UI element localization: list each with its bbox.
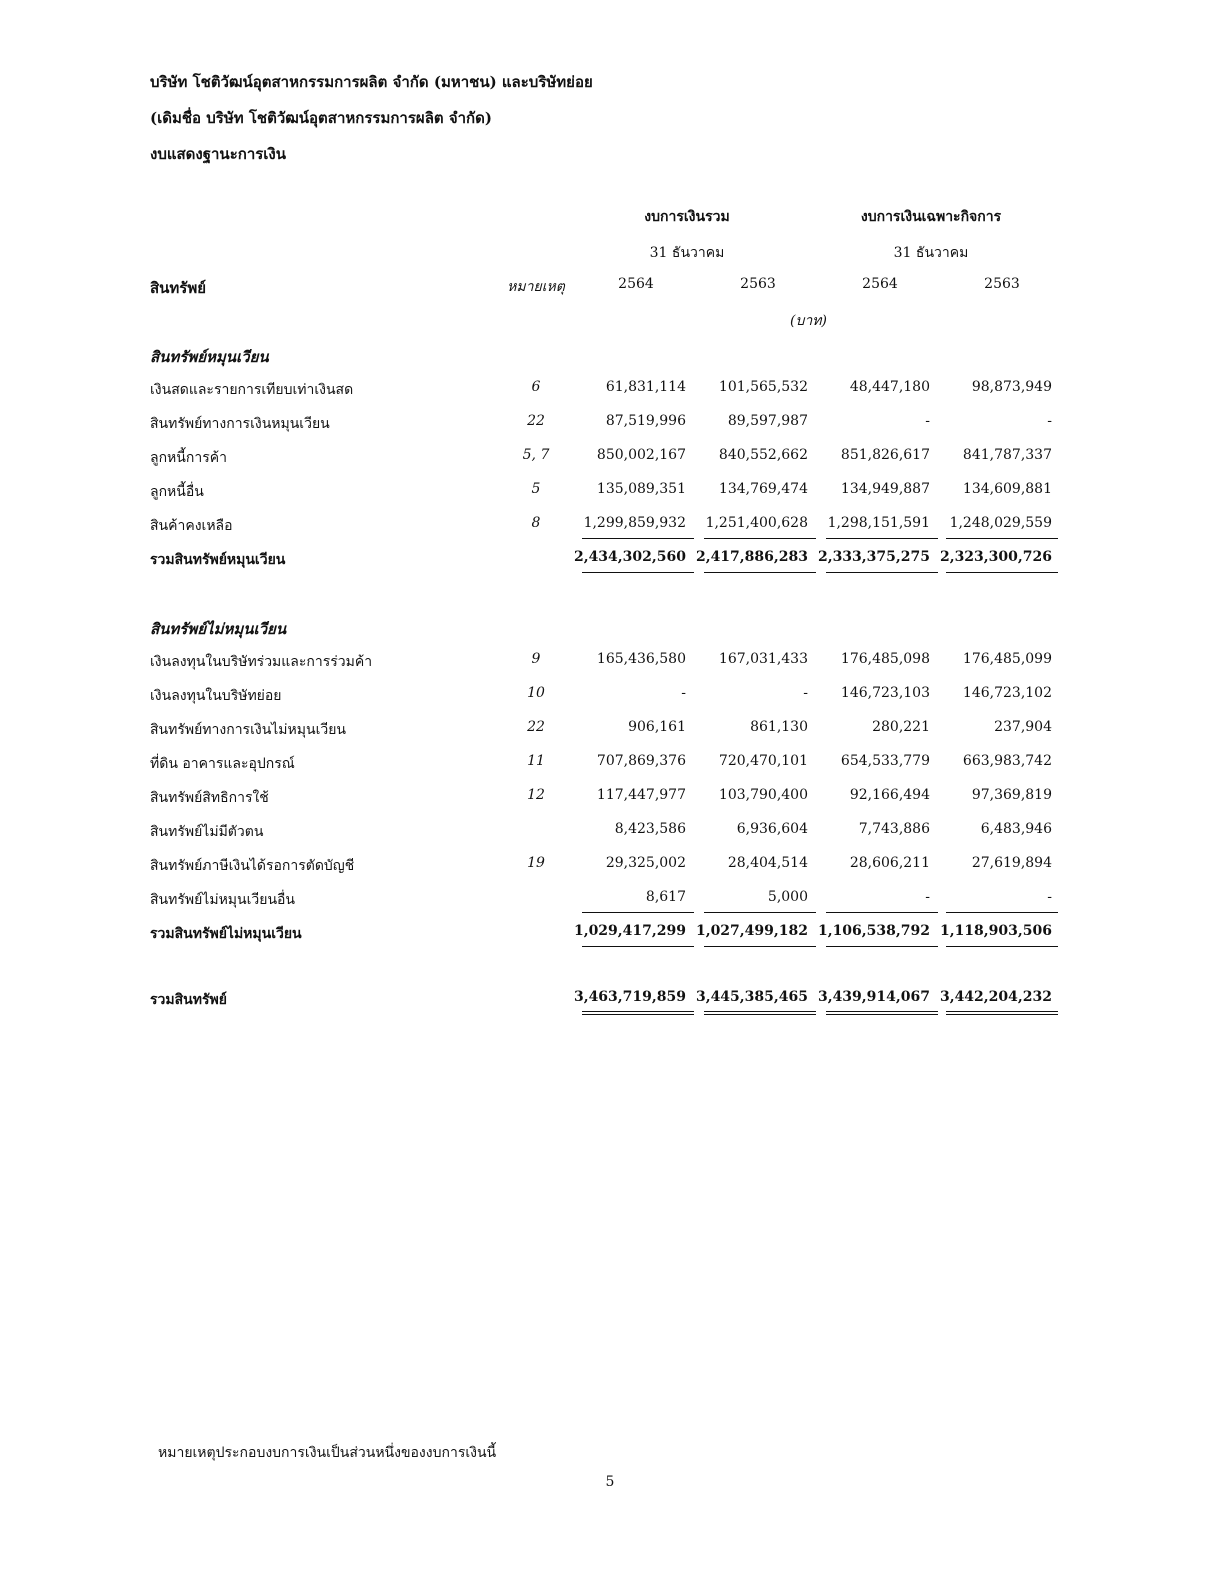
year-col-3: 2564 — [862, 276, 898, 292]
row-label: ลูกหนี้อื่น — [150, 484, 204, 500]
cell-value: 27,619,894 — [971, 855, 1052, 871]
subtotal-rule — [582, 538, 694, 539]
year-col-4: 2563 — [984, 276, 1020, 292]
cell-value: 7,743,886 — [858, 821, 930, 837]
row-label: ที่ดิน อาคารและอุปกรณ์ — [150, 756, 295, 772]
cell-value: 663,983,742 — [962, 753, 1052, 769]
total-rule — [946, 946, 1058, 947]
cell-value: 861,130 — [750, 719, 808, 735]
cell-value: 280,221 — [872, 719, 930, 735]
subtotal-rule — [826, 912, 938, 913]
row-note: 8 — [531, 515, 541, 531]
subtotal-rule — [704, 912, 816, 913]
cell-value: - — [925, 413, 930, 429]
grand-total-value: 3,439,914,067 — [817, 989, 930, 1005]
row-note: 22 — [527, 413, 545, 429]
total-rule — [826, 946, 938, 947]
cell-value: 1,248,029,559 — [949, 515, 1052, 531]
total-rule — [946, 572, 1058, 573]
row-label: เงินลงทุนในบริษัทย่อย — [150, 688, 282, 704]
year-col-1: 2564 — [618, 276, 654, 292]
footer-note: หมายเหตุประกอบงบการเงินเป็นส่วนหนึ่งของงบการเงินนี้ — [158, 1445, 497, 1461]
total-value: 2,434,302,560 — [573, 549, 686, 565]
cell-value: - — [803, 685, 808, 701]
year-col-2: 2563 — [740, 276, 776, 292]
cell-value: - — [681, 685, 686, 701]
subtotal-rule — [946, 912, 1058, 913]
row-label: เงินสดและรายการเทียบเท่าเงินสด — [150, 382, 354, 398]
page-number: 5 — [605, 1474, 615, 1490]
cell-value: 134,609,881 — [962, 481, 1052, 497]
cell-value: 103,790,400 — [718, 787, 808, 803]
cell-value: 48,447,180 — [849, 379, 930, 395]
cell-value: 176,485,099 — [962, 651, 1052, 667]
row-label: สินทรัพย์ภาษีเงินได้รอการตัดบัญชี — [150, 858, 355, 874]
row-note: 5, 7 — [522, 447, 550, 463]
cell-value: 134,949,887 — [840, 481, 930, 497]
double-rule — [582, 1011, 694, 1015]
row-note: 19 — [527, 855, 545, 871]
current-assets-title: สินทรัพย์หมุนเวียน — [150, 348, 269, 366]
cell-value: 28,606,211 — [849, 855, 930, 871]
double-rule — [946, 1011, 1058, 1015]
company-name: บริษัท โชติวัฒน์อุตสาหกรรมการผลิต จำกัด (มหาชน) และบริษัทย่อย — [150, 73, 593, 91]
total-rule — [704, 946, 816, 947]
cell-value: 654,533,779 — [840, 753, 930, 769]
cell-value: - — [925, 889, 930, 905]
cell-value: 6,936,604 — [736, 821, 808, 837]
unit-label: (บาท) — [790, 313, 827, 329]
cell-value: 92,166,494 — [849, 787, 930, 803]
row-label: สินทรัพย์สิทธิการใช้ — [150, 790, 269, 806]
cell-value: 97,369,819 — [971, 787, 1052, 803]
total-value: 1,027,499,182 — [695, 923, 808, 939]
total-value: 2,417,886,283 — [695, 549, 808, 565]
cell-value: 720,470,101 — [718, 753, 808, 769]
cell-value: 1,299,859,932 — [583, 515, 686, 531]
cell-value: 146,723,102 — [962, 685, 1052, 701]
cell-value: 707,869,376 — [596, 753, 686, 769]
grand-total-value: 3,445,385,465 — [695, 989, 808, 1005]
row-note: 10 — [527, 685, 545, 701]
cell-value: - — [1047, 889, 1052, 905]
subtotal-rule — [582, 912, 694, 913]
cell-value: 117,447,977 — [596, 787, 686, 803]
row-note: 22 — [527, 719, 545, 735]
subtotal-rule — [704, 538, 816, 539]
subtotal-rule — [826, 538, 938, 539]
grand-total-label: รวมสินทรัพย์ — [150, 992, 227, 1008]
row-note: 12 — [527, 787, 545, 803]
assets-heading: สินทรัพย์ — [150, 279, 207, 297]
total-rule — [582, 946, 694, 947]
grand-total-value: 3,442,204,232 — [939, 989, 1052, 1005]
row-note: 5 — [531, 481, 541, 497]
total-value: 2,333,375,275 — [817, 549, 930, 565]
row-note: 11 — [527, 753, 545, 769]
cell-value: 167,031,433 — [718, 651, 808, 667]
cell-value: 850,002,167 — [596, 447, 686, 463]
cell-value: 840,552,662 — [718, 447, 808, 463]
row-label: สินค้าคงเหลือ — [150, 518, 233, 534]
cell-value: 28,404,514 — [727, 855, 808, 871]
cell-value: 237,904 — [994, 719, 1052, 735]
cell-value: 1,298,151,591 — [827, 515, 930, 531]
cell-value: 5,000 — [767, 889, 808, 905]
double-rule — [704, 1011, 816, 1015]
consolidated-header: งบการเงินรวม — [644, 209, 730, 225]
row-note: 9 — [531, 651, 541, 667]
separate-header: งบการเงินเฉพาะกิจการ — [860, 209, 1002, 225]
cell-value: 146,723,103 — [840, 685, 930, 701]
note-column-header: หมายเหตุ — [507, 279, 565, 295]
grand-total-value: 3,463,719,859 — [573, 989, 686, 1005]
total-value: 1,118,903,506 — [939, 923, 1052, 939]
total-value: 1,029,417,299 — [573, 923, 686, 939]
cell-value: 98,873,949 — [971, 379, 1052, 395]
cell-value: 906,161 — [628, 719, 686, 735]
cell-value: 61,831,114 — [605, 379, 686, 395]
cell-value: 8,423,586 — [614, 821, 686, 837]
former-name: (เดิมชื่อ บริษัท โชติวัฒน์อุตสาหกรรมการผลิต จำกัด) — [150, 109, 492, 127]
cell-value: 101,565,532 — [718, 379, 808, 395]
cell-value: 841,787,337 — [962, 447, 1052, 463]
cell-value: 851,826,617 — [840, 447, 930, 463]
row-label: สินทรัพย์ทางการเงินหมุนเวียน — [150, 416, 330, 432]
consolidated-date: 31 ธันวาคม — [649, 245, 725, 261]
row-label: สินทรัพย์ทางการเงินไม่หมุนเวียน — [150, 722, 346, 738]
cell-value: 134,769,474 — [718, 481, 808, 497]
row-label: เงินลงทุนในบริษัทร่วมและการร่วมค้า — [150, 654, 373, 670]
total-label: รวมสินทรัพย์ไม่หมุนเวียน — [150, 926, 302, 942]
total-rule — [582, 572, 694, 573]
row-label: สินทรัพย์ไม่มีตัวตน — [150, 824, 264, 840]
cell-value: - — [1047, 413, 1052, 429]
row-label: ลูกหนี้การค้า — [150, 450, 227, 466]
cell-value: 135,089,351 — [596, 481, 686, 497]
cell-value: 8,617 — [645, 889, 686, 905]
subtotal-rule — [946, 538, 1058, 539]
separate-date: 31 ธันวาคม — [893, 245, 969, 261]
total-label: รวมสินทรัพย์หมุนเวียน — [150, 552, 286, 568]
total-value: 2,323,300,726 — [939, 549, 1052, 565]
cell-value: 29,325,002 — [605, 855, 686, 871]
double-rule — [826, 1011, 938, 1015]
total-rule — [826, 572, 938, 573]
total-rule — [704, 572, 816, 573]
cell-value: 6,483,946 — [980, 821, 1052, 837]
noncurrent-assets-title: สินทรัพย์ไม่หมุนเวียน — [150, 620, 287, 638]
row-note: 6 — [531, 379, 541, 395]
cell-value: 176,485,098 — [840, 651, 930, 667]
statement-title: งบแสดงฐานะการเงิน — [150, 145, 287, 163]
row-label: สินทรัพย์ไม่หมุนเวียนอื่น — [150, 892, 295, 908]
total-value: 1,106,538,792 — [817, 923, 930, 939]
cell-value: 1,251,400,628 — [705, 515, 808, 531]
cell-value: 89,597,987 — [727, 413, 808, 429]
cell-value: 165,436,580 — [596, 651, 686, 667]
cell-value: 87,519,996 — [605, 413, 686, 429]
